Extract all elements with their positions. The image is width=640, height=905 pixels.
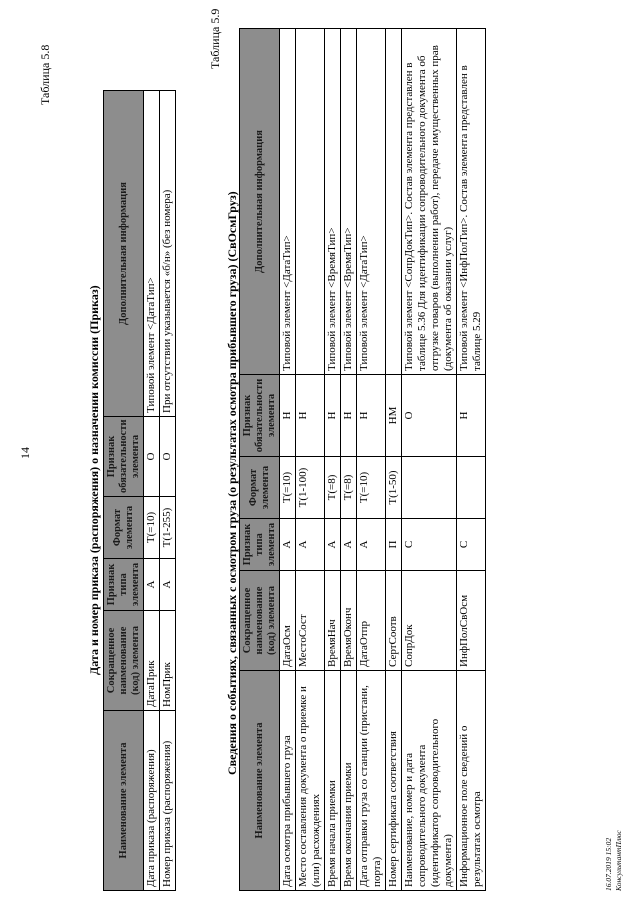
table-cell: Типовой элемент <ДатаТип> [357,29,386,375]
table-cell: ВремяОконч [341,571,357,671]
table-cell: МестоСост [296,571,325,671]
table-cell: Время начала приемки [325,671,341,891]
table-cell: Т(=10) [280,457,296,519]
table-5-8 [103,90,176,891]
table-cell: С [457,519,486,571]
table-row [325,29,341,891]
table-cell: А [160,559,176,611]
table-cell: Т(1-50) [386,457,402,519]
table-cell: Наименование, номер и дата сопроводительного документа (идентификатор сопроводительного документа) [402,671,457,891]
column-header: Наименование элемента [240,671,280,891]
table-cell: Т(=10) [144,497,160,559]
table-cell: А [280,519,296,571]
table-row [457,29,486,891]
table-cell: О [402,375,457,457]
table-5-9 [239,28,486,891]
table-cell: СертСоотв [386,571,402,671]
table-cell [296,29,325,375]
table-cell: Типовой элемент <ВремяТип> [325,29,341,375]
table-row [160,91,176,891]
table-cell: НомПрик [160,611,176,711]
footer-source: КонсультантПлюс [614,830,623,891]
table-cell: Типовой элемент <ИнфПолТип>. Состав элемента представлен в таблице 5.29 [457,29,486,375]
column-header: Наименование элемента [104,711,144,891]
column-header: Сокращенное наименование (код) элемента [104,611,144,711]
table-cell: ДатаОсм [280,571,296,671]
table-cell: А [296,519,325,571]
table-cell: Н [296,375,325,457]
column-header: Формат элемента [240,457,280,519]
table-cell: А [357,519,386,571]
column-header: Дополнительная информация [240,29,280,375]
table-5-8-header [104,91,144,891]
table-cell: При отсутствии указывается «б/н» (без номера) [160,91,176,417]
table-5-9-label: Таблица 5.9 [208,8,222,69]
table-5-8-label: Таблица 5.8 [38,44,52,105]
table-cell: Типовой элемент <ВремяТип> [341,29,357,375]
table-5-8-caption: Дата и номер приказа (распоряжения) о назначении комиссии (Приказ) [87,285,101,675]
table-cell: Дата осмотра прибывшего груза [280,671,296,891]
table-cell: Типовой элемент <СопрДокТип>. Состав элемента представлен в таблице 5.36 Для идентификации сопроводительного документа об отгрузке товаров (выполнении работ), передаче имущественных прав (документа об оказании услуг) [402,29,457,375]
table-row [357,29,386,891]
column-header: Признак типа элемента [240,519,280,571]
table-cell: Типовой элемент <ДатаТип> [280,29,296,375]
table-cell: Номер сертификата соответствия [386,671,402,891]
table-row [402,29,457,891]
table-cell [386,29,402,375]
column-header: Признак обязательности элемента [240,375,280,457]
table-cell [402,457,457,519]
table-cell: Номер приказа (распоряжения) [160,711,176,891]
table-cell: СопрДок [402,571,457,671]
column-header: Формат элемента [104,497,144,559]
table-cell: Дата приказа (распоряжения) [144,711,160,891]
table-cell: А [341,519,357,571]
table-cell: Т(1-100) [296,457,325,519]
table-cell: Информационное поле сведений о результатах осмотра [457,671,486,891]
table-cell: Н [325,375,341,457]
table-cell: Типовой элемент <ДатаТип> [144,91,160,417]
table-cell: А [325,519,341,571]
table-cell: С [402,519,457,571]
table-cell: Н [341,375,357,457]
column-header: Дополнительная информация [104,91,144,417]
table-cell [457,457,486,519]
table-cell: О [144,417,160,497]
table-cell: Место составления документа о приемке и (или) расхождениях [296,671,325,891]
table-cell: П [386,519,402,571]
column-header: Сокращенное наименование (код) элемента [240,571,280,671]
table-5-9-caption: Сведения о событиях, связанных с осмотром груза (о результатах осмотра прибывшего груза) (СвОсмГруз) [225,191,239,775]
table-cell: Т(=8) [341,457,357,519]
table-cell: Время окончания приемки [341,671,357,891]
table-row [296,29,325,891]
table-cell: ДатаПрик [144,611,160,711]
table-cell: Н [280,375,296,457]
table-cell: А [144,559,160,611]
column-header: Признак обязательности элемента [104,417,144,497]
table-row [280,29,296,891]
table-cell: О [160,417,176,497]
table-row [341,29,357,891]
table-cell: Т(1-255) [160,497,176,559]
table-cell: ИнфПолСвОсм [457,571,486,671]
table-cell: Н [357,375,386,457]
table-cell: Т(=8) [325,457,341,519]
table-5-8-body [144,91,176,891]
table-row [144,91,160,891]
table-row [386,29,402,891]
table-cell: Дата отправки груза со станции (пристани, порта) [357,671,386,891]
table-5-9-header [240,29,280,891]
table-cell: Т(=10) [357,457,386,519]
table-cell: ВремяНач [325,571,341,671]
footer-timestamp: 16.07.2019 15:02 [604,837,613,891]
table-5-9-body [280,29,486,891]
table-cell: ДатаОтпр [357,571,386,671]
table-cell: Н [457,375,486,457]
table-cell: НМ [386,375,402,457]
page-number: 14 [18,447,32,459]
column-header: Признак типа элемента [104,559,144,611]
